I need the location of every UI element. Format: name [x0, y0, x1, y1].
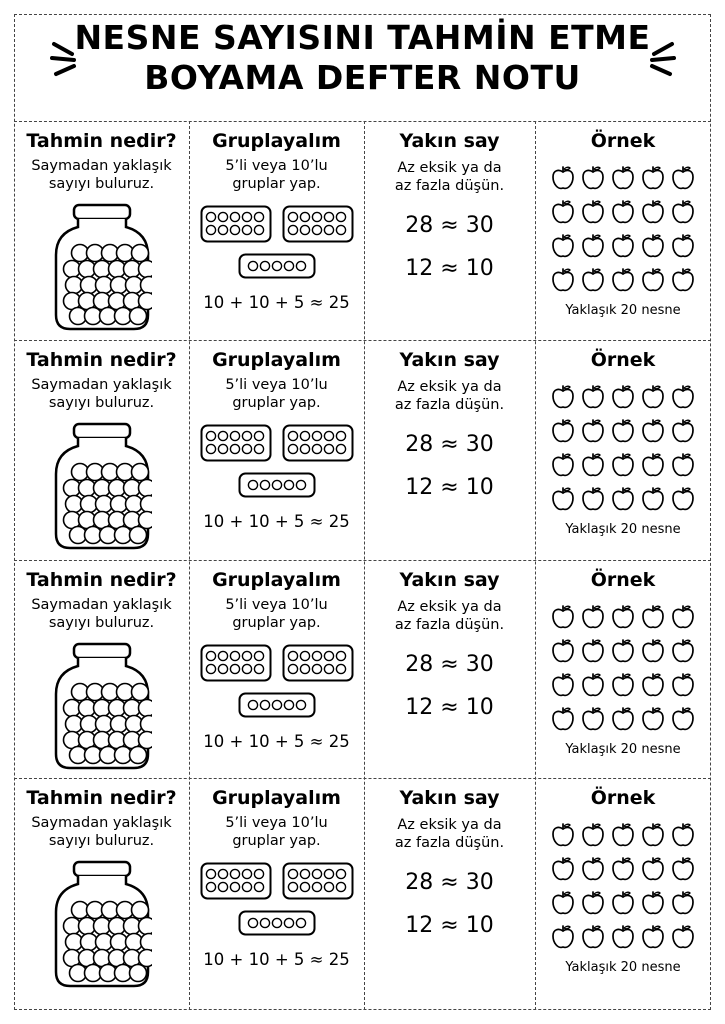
apple-icon [611, 822, 635, 848]
example-caption: Yaklaşık 20 nesne [565, 742, 681, 757]
apple-icon [581, 384, 605, 410]
example-cell [535, 786, 711, 991]
apple-icon [671, 199, 695, 225]
apple-icon [611, 638, 635, 664]
apple-icon [581, 604, 605, 630]
grouping-cell [189, 568, 364, 773]
ten-circle-group-icon [198, 205, 274, 243]
apple-icon [581, 890, 605, 916]
cell-text-line: gruplar yap. [232, 395, 321, 411]
apple-icon [611, 452, 635, 478]
page-title [0, 18, 725, 98]
cell-title: Tahmin nedir? [26, 349, 177, 371]
ten-circle-group-icon [198, 424, 274, 462]
apple-icon [641, 165, 665, 191]
apple-icon [551, 672, 575, 698]
cell-text-line: sayıyı buluruz. [48, 615, 155, 631]
cell-title: Yakın say [399, 130, 500, 152]
apple-icon [611, 890, 635, 916]
apple-icon [581, 822, 605, 848]
apple-icon [551, 486, 575, 512]
rounding-example: 12 ≈ 10 [405, 695, 494, 720]
cell-text-line: Az eksik ya da [397, 599, 502, 615]
jar-of-balls-icon [52, 860, 152, 990]
apple-icon [641, 233, 665, 259]
cell-text-line: gruplar yap. [232, 833, 321, 849]
round-numbers-cell [364, 348, 535, 553]
cell-title: Örnek [590, 569, 656, 591]
what-is-estimation-cell [14, 129, 189, 334]
apple-icon [581, 706, 605, 732]
cell-text-line: az fazla düşün. [394, 178, 505, 194]
what-is-estimation-cell [14, 568, 189, 773]
what-is-estimation-cell [14, 786, 189, 991]
apple-icon [641, 706, 665, 732]
example-cell [535, 129, 711, 334]
grouping-cell [189, 129, 364, 334]
apple-icon [551, 384, 575, 410]
rounding-example: 12 ≈ 10 [405, 913, 494, 938]
apple-icon [641, 267, 665, 293]
cell-text-line: sayıyı buluruz. [48, 395, 155, 411]
apple-icon [671, 384, 695, 410]
jar-of-balls-icon [52, 642, 152, 772]
apple-icon [581, 486, 605, 512]
apple-icon [611, 706, 635, 732]
apple-icon [551, 452, 575, 478]
apple-icon [551, 233, 575, 259]
grouping-equation: 10 + 10 + 5 ≈ 25 [203, 732, 350, 751]
apple-icon [671, 233, 695, 259]
cell-text-line: az fazla düşün. [394, 835, 505, 851]
grouping-equation: 10 + 10 + 5 ≈ 25 [203, 512, 350, 531]
round-numbers-cell [364, 129, 535, 334]
jar-of-balls-icon [52, 203, 152, 333]
cell-title: Tahmin nedir? [26, 569, 177, 591]
apple-icon [671, 267, 695, 293]
title-line-1: NESNE SAYISINI TAHMİN ETME [74, 18, 651, 57]
rounding-example: 28 ≈ 30 [405, 870, 494, 895]
five-circle-group-icon [235, 253, 319, 279]
cell-title: Örnek [590, 787, 656, 809]
apple-icon [551, 856, 575, 882]
apple-icon [671, 890, 695, 916]
apple-icon [611, 418, 635, 444]
apple-icon [581, 267, 605, 293]
apple-icon [611, 604, 635, 630]
apple-icon [671, 672, 695, 698]
cell-text-line: Az eksik ya da [397, 379, 502, 395]
what-is-estimation-cell [14, 348, 189, 553]
apple-icon [551, 199, 575, 225]
apple-icon [611, 165, 635, 191]
apple-icon [611, 233, 635, 259]
right-sparkle-icon [640, 38, 676, 78]
cell-text-line: Az eksik ya da [397, 817, 502, 833]
cell-title: Gruplayalım [212, 130, 341, 152]
apple-icon [551, 822, 575, 848]
rounding-example: 28 ≈ 30 [405, 432, 494, 457]
apple-icon [581, 924, 605, 950]
apple-icon [551, 924, 575, 950]
ten-circle-group-icon [280, 205, 356, 243]
cell-text-line: Saymadan yaklaşık [31, 158, 172, 174]
cell-text-line: 5’li veya 10’lu [225, 815, 328, 831]
apple-icon [581, 165, 605, 191]
five-circle-group-icon [235, 692, 319, 718]
cell-text-line: sayıyı buluruz. [48, 833, 155, 849]
rounding-example: 28 ≈ 30 [405, 213, 494, 238]
apple-icon [671, 706, 695, 732]
rounding-example: 28 ≈ 30 [405, 652, 494, 677]
apple-icon [611, 486, 635, 512]
apple-icon [551, 165, 575, 191]
ten-circle-group-icon [280, 424, 356, 462]
apple-icon [641, 452, 665, 478]
cell-text-line: Saymadan yaklaşık [31, 377, 172, 393]
example-caption: Yaklaşık 20 nesne [565, 522, 681, 537]
ten-circle-group-icon [280, 644, 356, 682]
left-sparkle-icon [50, 38, 86, 78]
apple-icon [671, 638, 695, 664]
cell-title: Tahmin nedir? [26, 130, 177, 152]
apple-icon [671, 418, 695, 444]
apple-icon [581, 672, 605, 698]
apple-icon [581, 233, 605, 259]
apple-icon [671, 604, 695, 630]
ten-circle-group-icon [198, 644, 274, 682]
apple-icon [641, 638, 665, 664]
five-circle-group-icon [235, 472, 319, 498]
cell-title: Örnek [590, 349, 656, 371]
apple-icon [611, 267, 635, 293]
apple-icon [611, 199, 635, 225]
apple-icon [611, 856, 635, 882]
apple-icon [611, 384, 635, 410]
grouping-equation: 10 + 10 + 5 ≈ 25 [203, 293, 350, 312]
cell-text-line: 5’li veya 10’lu [225, 377, 328, 393]
cell-title: Yakın say [399, 569, 500, 591]
example-cell [535, 568, 711, 773]
apple-icon [641, 890, 665, 916]
apple-icon [671, 924, 695, 950]
apple-icon [581, 199, 605, 225]
cell-title: Gruplayalım [212, 787, 341, 809]
grid-line [14, 340, 711, 341]
cell-text-line: az fazla düşün. [394, 617, 505, 633]
rounding-example: 12 ≈ 10 [405, 475, 494, 500]
round-numbers-cell [364, 568, 535, 773]
apple-icon [551, 890, 575, 916]
grid-line [14, 560, 711, 561]
apple-icon [671, 486, 695, 512]
cell-title: Yakın say [399, 349, 500, 371]
apple-icon [581, 638, 605, 664]
cell-title: Gruplayalım [212, 569, 341, 591]
cell-text-line: Az eksik ya da [397, 160, 502, 176]
apple-icon [641, 822, 665, 848]
apple-icon [671, 822, 695, 848]
cell-text-line: 5’li veya 10’lu [225, 597, 328, 613]
apple-icon [671, 856, 695, 882]
grid-line [14, 778, 711, 779]
apple-icon [641, 672, 665, 698]
cell-text-line: gruplar yap. [232, 176, 321, 192]
five-circle-group-icon [235, 910, 319, 936]
apple-icon [611, 672, 635, 698]
title-line-2: BOYAMA DEFTER NOTU [144, 58, 581, 97]
apple-icon [551, 706, 575, 732]
cell-title: Yakın say [399, 787, 500, 809]
example-caption: Yaklaşık 20 nesne [565, 303, 681, 318]
cell-title: Örnek [590, 130, 656, 152]
ten-circle-group-icon [280, 862, 356, 900]
apple-icon [551, 638, 575, 664]
apple-icon [581, 856, 605, 882]
apple-icon [581, 452, 605, 478]
cell-text-line: gruplar yap. [232, 615, 321, 631]
example-cell [535, 348, 711, 553]
apple-icon [611, 924, 635, 950]
apple-icon [641, 384, 665, 410]
apple-icon [641, 199, 665, 225]
apple-icon [551, 267, 575, 293]
cell-title: Gruplayalım [212, 349, 341, 371]
apple-icon [551, 418, 575, 444]
ten-circle-group-icon [198, 862, 274, 900]
apple-icon [641, 924, 665, 950]
grouping-equation: 10 + 10 + 5 ≈ 25 [203, 950, 350, 969]
round-numbers-cell [364, 786, 535, 991]
apple-icon [551, 604, 575, 630]
cell-title: Tahmin nedir? [26, 787, 177, 809]
apple-icon [671, 165, 695, 191]
jar-of-balls-icon [52, 422, 152, 552]
apple-icon [641, 418, 665, 444]
example-caption: Yaklaşık 20 nesne [565, 960, 681, 975]
grouping-cell [189, 348, 364, 553]
apple-icon [581, 418, 605, 444]
apple-icon [671, 452, 695, 478]
cell-text-line: az fazla düşün. [394, 397, 505, 413]
apple-icon [641, 604, 665, 630]
rounding-example: 12 ≈ 10 [405, 256, 494, 281]
cell-text-line: 5’li veya 10’lu [225, 158, 328, 174]
apple-icon [641, 486, 665, 512]
cell-text-line: Saymadan yaklaşık [31, 815, 172, 831]
grouping-cell [189, 786, 364, 991]
cell-text-line: sayıyı buluruz. [48, 176, 155, 192]
cell-text-line: Saymadan yaklaşık [31, 597, 172, 613]
apple-icon [641, 856, 665, 882]
grid-line [14, 121, 711, 122]
